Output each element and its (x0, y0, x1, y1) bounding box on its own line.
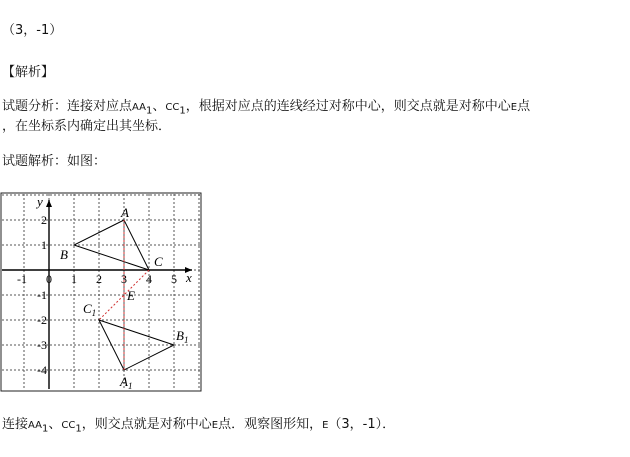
conclusion-point-e: E (211, 420, 219, 431)
x-tick-label: -1 (17, 272, 27, 286)
analysis-line2 (2, 118, 171, 136)
analysis-prefix: 试题分析：连接对应点 (2, 99, 133, 114)
label-a1-subscript: 1 (127, 381, 133, 391)
label-c: C (154, 254, 163, 269)
answer-line (2, 22, 62, 40)
y-axis-label: y (37, 194, 43, 209)
analysis-seg2: CC (165, 102, 180, 113)
conclusion-seg2: CC (61, 420, 76, 431)
analysis-seg1: AA (132, 102, 146, 113)
analysis-sub1: 1 (145, 105, 153, 117)
conclusion-e-label: E (322, 420, 329, 431)
label-c1-subscript: 1 (91, 308, 97, 318)
y-tick-label: -2 (37, 313, 47, 327)
x-tick-label: 0 (46, 272, 52, 286)
x-tick-label: 2 (96, 272, 102, 286)
y-tick-label: -1 (37, 288, 47, 302)
label-a1: $A_1$ (120, 374, 133, 391)
analysis-middle: ，根据对应点的连线经过对称中心，则交点就是对称中心 (185, 99, 511, 114)
label-b1: $B_1$ (176, 328, 189, 345)
answer-text: （3，-1） (2, 23, 63, 38)
x-axis-label: x (186, 270, 192, 285)
x-tick-label: 4 (146, 272, 152, 286)
section-title (2, 64, 54, 82)
x-tick-label: 5 (171, 272, 177, 286)
analysis-sub2: 1 (179, 105, 186, 117)
y-tick-label: -3 (37, 338, 47, 352)
analysis-line2-text: ，在坐标系内确定出其坐标． (2, 119, 172, 134)
label-b: B (60, 247, 68, 262)
label-b1-subscript: 1 (183, 335, 189, 345)
analysis-sep: 、 (152, 99, 166, 114)
figure-border (1, 193, 201, 391)
y-tick-label: 1 (41, 238, 47, 252)
conclusion-middle2: 点．观察图形知， (218, 417, 323, 432)
label-a: A (121, 205, 129, 220)
label-c1: $C_1$ (83, 301, 97, 318)
conclusion-coords: （3，-1）． (328, 417, 396, 432)
analysis-point-e: E (510, 102, 518, 113)
x-tick-label: 3 (121, 272, 127, 286)
x-tick-label: 1 (71, 272, 77, 286)
coordinate-figure (0, 192, 205, 392)
solution-intro-text: 试题解析：如图： (2, 154, 107, 169)
solution-intro (2, 153, 106, 171)
conclusion-seg1: AA (28, 420, 42, 431)
conclusion-sub2: 1 (75, 423, 82, 435)
conclusion-middle: ，则交点就是对称中心 (81, 417, 212, 432)
conclusion-prefix: 连接 (2, 417, 29, 432)
analysis-suffix: 点 (517, 99, 531, 114)
label-e: E (127, 288, 135, 303)
y-tick-label: 2 (41, 213, 47, 227)
section-title-text: 【解析】 (2, 65, 55, 80)
conclusion-sub1: 1 (41, 423, 49, 435)
conclusion-line (2, 416, 395, 439)
conclusion-sep: 、 (48, 417, 62, 432)
y-tick-label: -4 (37, 363, 47, 377)
